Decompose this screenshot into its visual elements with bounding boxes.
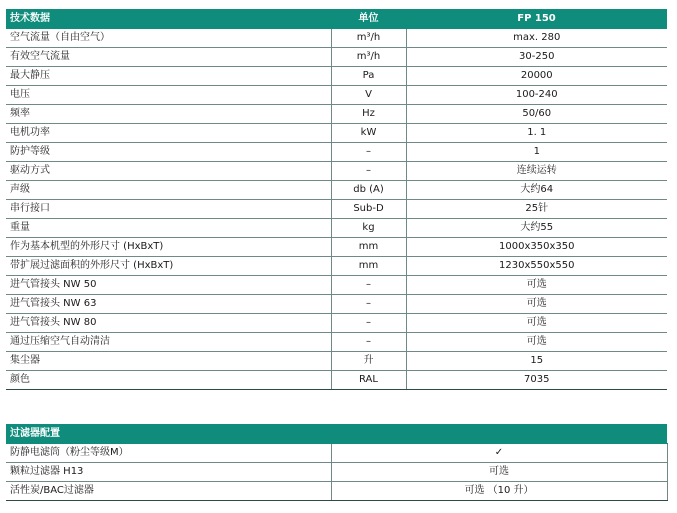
spec-unit-cell: kg [331, 219, 406, 238]
spec-unit-cell: kW [331, 124, 406, 143]
spec-row [6, 314, 667, 333]
spec-param-cell: 空气流量（自由空气） [6, 29, 331, 48]
spec-row [6, 29, 667, 48]
spec-unit-cell: – [331, 162, 406, 181]
spec-param-cell: 进气管接头 NW 63 [6, 295, 331, 314]
filter-row [6, 482, 667, 501]
filter-value-cell: 可选 [331, 463, 667, 482]
spec-param-cell: 颜色 [6, 371, 331, 390]
spec-row [6, 276, 667, 295]
spec-value-cell: max. 280 [406, 29, 667, 48]
spec-row [6, 219, 667, 238]
spec-value-cell: 1. 1 [406, 124, 667, 143]
spec-unit-cell: m³/h [331, 48, 406, 67]
spec-row [6, 257, 667, 276]
filter-row [6, 463, 667, 482]
spec-param-cell: 带扩展过滤面积的外形尺寸 (HxBxT) [6, 257, 331, 276]
spec-row [6, 371, 667, 390]
filter-config-table [6, 424, 668, 501]
spec-param-cell: 驱动方式 [6, 162, 331, 181]
spec-value-cell: 25针 [406, 200, 667, 219]
spec-unit-cell: mm [331, 238, 406, 257]
spec-unit-cell: db (A) [331, 181, 406, 200]
spec-unit-cell: – [331, 333, 406, 352]
spec-row [6, 162, 667, 181]
spec-value-cell: 1000x350x350 [406, 238, 667, 257]
spec-param-cell: 防护等级 [6, 143, 331, 162]
filter-row [6, 444, 667, 463]
spec-value-cell: 大约55 [406, 219, 667, 238]
unit-column-header: 单位 [331, 9, 406, 29]
spec-row [6, 181, 667, 200]
param-column-header: 技术数据 [6, 9, 331, 29]
filter-name-cell: 活性炭/BAC过滤器 [6, 482, 331, 501]
spec-row [6, 48, 667, 67]
spec-value-cell: 大约64 [406, 181, 667, 200]
filter-name-cell: 防静电滤筒（粉尘等级M） [6, 444, 331, 463]
spec-value-cell: 100-240 [406, 86, 667, 105]
spec-row [6, 333, 667, 352]
technical-data-table [6, 9, 667, 390]
filter-config-title: 过滤器配置 [6, 424, 667, 444]
filter-value-cell: 可选 （10 升） [331, 482, 667, 501]
spec-unit-cell: m³/h [331, 29, 406, 48]
spec-param-cell: 进气管接头 NW 50 [6, 276, 331, 295]
spec-row [6, 143, 667, 162]
spec-param-cell: 频率 [6, 105, 331, 124]
spec-unit-cell: mm [331, 257, 406, 276]
spec-unit-cell: 升 [331, 352, 406, 371]
spec-row [6, 352, 667, 371]
spec-unit-cell: – [331, 295, 406, 314]
spec-param-cell: 进气管接头 NW 80 [6, 314, 331, 333]
spec-row [6, 124, 667, 143]
spec-row [6, 86, 667, 105]
spec-param-cell: 有效空气流量 [6, 48, 331, 67]
spec-row [6, 200, 667, 219]
spec-row [6, 295, 667, 314]
model-column-header: FP 150 [406, 9, 667, 29]
spec-value-cell: 15 [406, 352, 667, 371]
spec-param-cell: 集尘器 [6, 352, 331, 371]
spec-value-cell: 7035 [406, 371, 667, 390]
spec-unit-cell: Pa [331, 67, 406, 86]
spec-row [6, 105, 667, 124]
spec-param-cell: 作为基本机型的外形尺寸 (HxBxT) [6, 238, 331, 257]
spec-unit-cell: Hz [331, 105, 406, 124]
spec-unit-cell: Sub-D [331, 200, 406, 219]
spec-unit-cell: – [331, 314, 406, 333]
spec-param-cell: 电机功率 [6, 124, 331, 143]
spec-value-cell: 20000 [406, 67, 667, 86]
spec-value-cell: 可选 [406, 333, 667, 352]
spec-param-cell: 电压 [6, 86, 331, 105]
spec-row [6, 67, 667, 86]
spec-value-cell: 可选 [406, 295, 667, 314]
spec-param-cell: 通过压缩空气自动清洁 [6, 333, 331, 352]
spec-row [6, 238, 667, 257]
spec-value-cell: 连续运转 [406, 162, 667, 181]
filter-name-cell: 颗粒过滤器 H13 [6, 463, 331, 482]
filter-value-cell: ✓ [331, 444, 667, 463]
spec-value-cell: 可选 [406, 276, 667, 295]
spec-value-cell: 30-250 [406, 48, 667, 67]
spec-param-cell: 最大静压 [6, 67, 331, 86]
spec-unit-cell: V [331, 86, 406, 105]
spec-value-cell: 50/60 [406, 105, 667, 124]
spec-unit-cell: – [331, 276, 406, 295]
spec-unit-cell: – [331, 143, 406, 162]
spec-param-cell: 重量 [6, 219, 331, 238]
filter-config-header-row [6, 424, 667, 444]
spec-unit-cell: RAL [331, 371, 406, 390]
spec-value-cell: 1230x550x550 [406, 257, 667, 276]
spec-value-cell: 1 [406, 143, 667, 162]
spec-param-cell: 串行接口 [6, 200, 331, 219]
technical-data-header-row [6, 9, 667, 29]
spec-value-cell: 可选 [406, 314, 667, 333]
spec-param-cell: 声级 [6, 181, 331, 200]
